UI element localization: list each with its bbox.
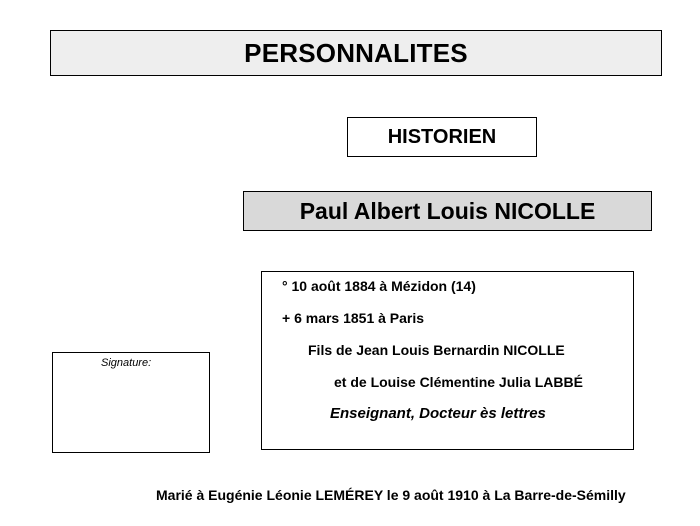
signature-label: Signature: xyxy=(101,357,152,369)
category-box xyxy=(347,117,537,157)
mother-line: et de Louise Clémentine Julia LABBÉ xyxy=(334,374,583,390)
marriage-line: Marié à Eugénie Léonie LEMÉREY le 9 août 1910 à La Barre-de-Sémilly xyxy=(156,487,626,503)
page-title-banner xyxy=(50,30,662,76)
death-line: + 6 mars 1851 à Paris xyxy=(282,310,425,326)
birth-line: ° 10 août 1884 à Mézidon (14) xyxy=(282,278,476,294)
person-name-box xyxy=(243,191,652,231)
details-box xyxy=(261,271,634,450)
profession-line: Enseignant, Docteur ès lettres xyxy=(330,405,546,422)
signature-box xyxy=(52,352,210,453)
person-name: Paul Albert Louis NICOLLE xyxy=(299,197,596,224)
father-line: Fils de Jean Louis Bernardin NICOLLE xyxy=(308,342,565,358)
page-title: PERSONNALITES xyxy=(244,37,468,68)
category-label: HISTORIEN xyxy=(387,125,497,148)
